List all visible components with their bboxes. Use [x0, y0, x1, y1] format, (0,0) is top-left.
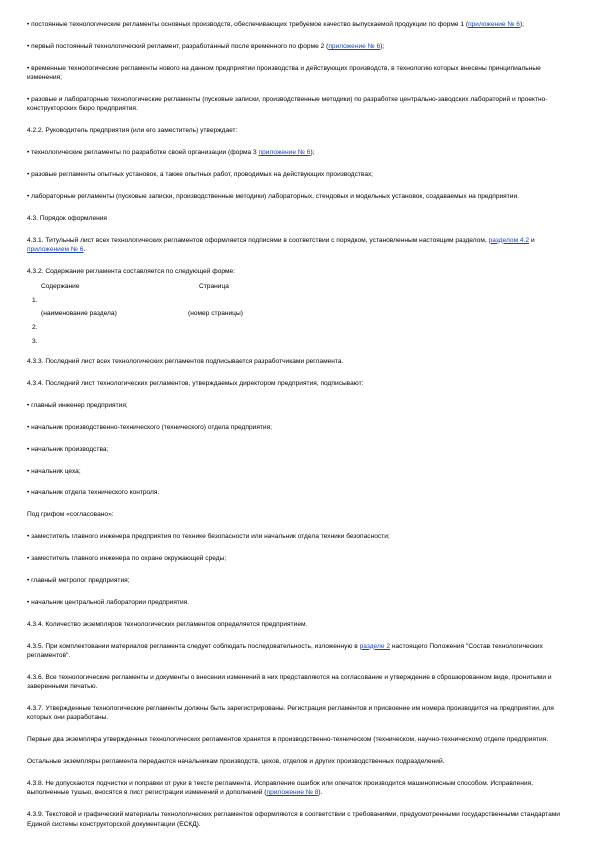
document-page	[27, 20, 570, 841]
contents-header-right: Страница	[199, 283, 229, 291]
appendix-link[interactable]: приложением № 6	[27, 245, 84, 253]
paragraph: 4.3.4. Последний лист технологических регламентов, утверждаемых директором предприятия, подписывают:	[27, 379, 364, 387]
paragraph: 4.3.6. Все технологические регламенты и документы о внесении изменений в них представляются на согласование и утверждение в сброшюрованном виде, пронитыми и заверенными печатью.	[27, 673, 552, 691]
list-item: • начальник центральной лаборатории предприятия.	[27, 598, 190, 606]
paragraph: 4.3.3. Последний лист всех технологических регламентов подписывается разработчиками регламента.	[27, 358, 344, 366]
list-item: • начальник производственно-технического (технического) отдела предприятия;	[27, 423, 273, 431]
contents-number: 2.	[32, 324, 38, 332]
list-item: • главный инженер предприятия;	[27, 401, 128, 409]
paragraph: 4.3.8. Не допускаются подчистки и поправки от руки в тексте регламента. Исправление ошибок или опечаток производится машинописным способом. Исправления, выполненные тушью, вносятся в лист регистрации изменений и дополнений (приложение № 8).	[27, 780, 533, 797]
list-item: • начальник отдела технического контроля.	[27, 489, 160, 497]
contents-form	[27, 282, 570, 350]
paragraph: Под грифом «согласовано»:	[27, 511, 114, 519]
paragraph: • разовые и лабораторные технологические регламенты (пусковые записки, производственные методики) по разработке центрально-заводских лабораторий и проектно-конструкторских бюро предприятия.	[27, 95, 548, 113]
paragraph: • технологические регламенты по разработке своей организации (форма 3 приложение № 6);	[27, 149, 315, 157]
paragraph: 4.2.2. Руководитель предприятия (или его заместитель) утверждает:	[27, 127, 238, 135]
paragraph: 4.3.1. Титульный лист всех технологических регламентов оформляется подписями в соответствии с порядком, установленным настоящим разделом, разделом 4.2 и приложением № 6.	[27, 236, 535, 253]
appendix-link[interactable]: приложение № 8	[266, 789, 319, 797]
list-item: • заместитель главного инженера предприятия по технике безопасности или начальник отдела техники безопасности;	[27, 533, 390, 541]
paragraph: • лабораторные регламенты (пусковые записки, производственные методики) лабораторных, стендовых и модельных установок, создаваемых на предприятии.	[27, 192, 519, 200]
list-item: • начальник цеха;	[27, 467, 81, 475]
contents-caption-right: (номер страницы)	[188, 310, 243, 318]
contents-header-left: Содержание	[41, 283, 80, 291]
section-link[interactable]: разделе 2	[359, 642, 391, 650]
contents-caption-left: (наименование раздела)	[41, 310, 117, 318]
paragraph: • разовые регламенты опытных установок, а также опытных работ, проводимых на действующих производствах;	[27, 170, 374, 178]
paragraph: • временные технологические регламенты нового на данном предприятии производства и действующих производств, в технологию которых внесены принципиальные изменения;	[27, 64, 541, 82]
list-item: • начальник производства;	[27, 445, 109, 453]
paragraph: 4.3.7. Утвержденные технологические регламенты должны быть зарегистрированы. Регистрация регламентов и присвоение им номера производится на предприятии, для которых они разработаны.	[27, 705, 554, 722]
appendix-link[interactable]: приложение № 6	[328, 42, 381, 50]
paragraph: 4.3.5. При комплектовании материалов регламента следует соблюдать последовательность, изложенную в разделе 2 настоящего Положения "Состав технологических регламентов".	[27, 642, 543, 659]
paragraph: Первые два экземпляра утвержденных технологических регламентов хранятся в производственно-техническом (техническом, научно-техническом) отделе предприятия.	[27, 736, 549, 744]
paragraph: 4.3.9. Текстовой и графический материалы технологических регламентов оформляются в соответствии с требованиями, предусмотренными государственными стандартами Единой системы конструкторской документации (ЕСКД).	[27, 811, 560, 828]
contents-number: 3.	[32, 338, 38, 346]
appendix-link[interactable]: приложение № 6	[258, 149, 311, 157]
section-heading: 4.3. Порядок оформления	[27, 214, 108, 222]
paragraph: 4.3.4. Количество экземпляров технологических регламентов определяется предприятием.	[27, 620, 308, 628]
paragraph: Остальные экземпляры регламента передаются начальникам производств, цехов, отделов и других производственных подразделений.	[27, 758, 445, 766]
list-item: • заместитель главного инженера по охране окружающей среды;	[27, 555, 227, 563]
paragraph: • постоянные технологические регламенты основных производств, обеспечивающих требуемое качество выпускаемой продукции по форме 1 (приложение № 6);	[27, 21, 525, 28]
contents-number: 1.	[32, 297, 38, 305]
appendix-link[interactable]: приложение № 6	[468, 21, 520, 28]
paragraph: • первый постоянный технологический регламент, разработанный после временного по форме 2 (приложение № 6);	[27, 42, 385, 50]
list-item: • главный метролог предприятия;	[27, 577, 130, 584]
paragraph: 4.3.2. Содержание регламента составляется по следующей форме:	[27, 267, 236, 275]
section-link[interactable]: разделом 4.2	[488, 236, 530, 244]
